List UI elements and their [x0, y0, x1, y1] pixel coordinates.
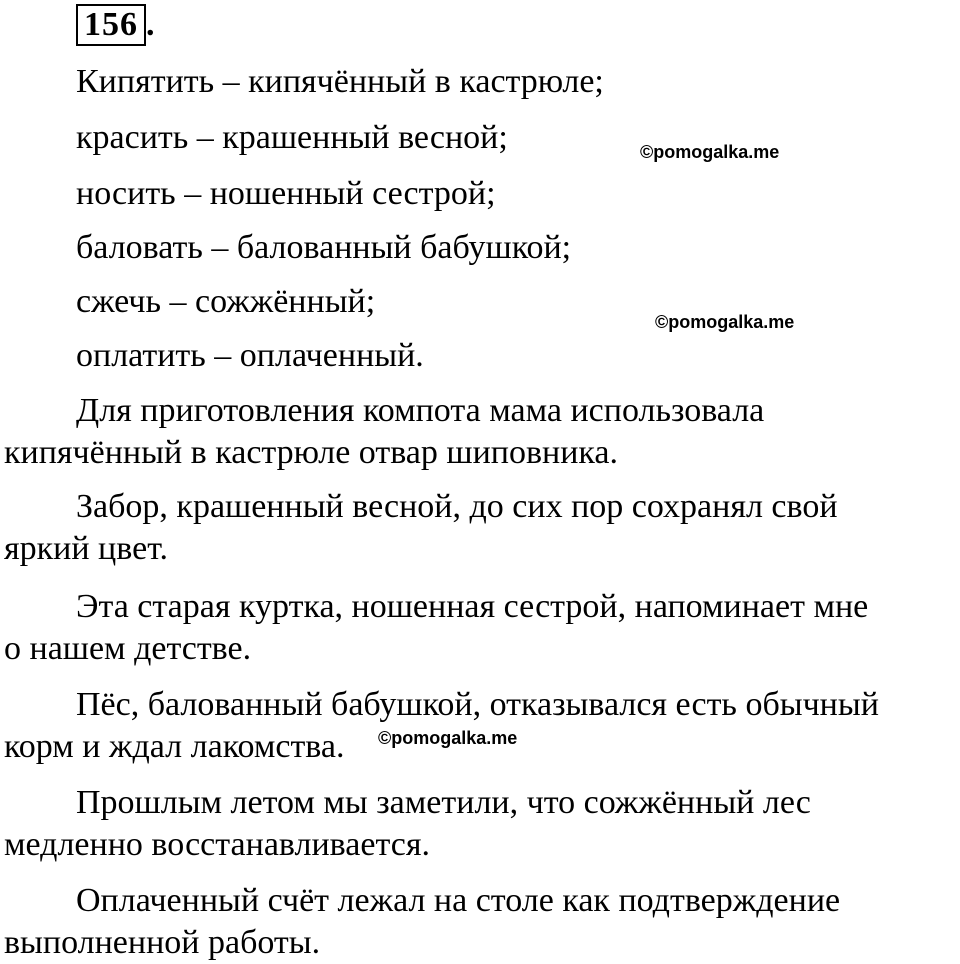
sentence-line: яркий цвет. — [4, 530, 168, 567]
sentence-paragraph — [4, 486, 960, 570]
task-number — [76, 4, 155, 44]
sentence-line: выполненной работы. — [4, 924, 321, 961]
sentence-line: о нашем детстве. — [4, 630, 252, 667]
word-pair-line: красить – крашенный весной; — [76, 119, 508, 156]
sentence-line: Забор, крашенный весной, до сих пор сохранял свой — [76, 488, 838, 525]
sentence-line: Эта старая куртка, ношенная сестрой, напоминает мне — [76, 588, 869, 625]
sentence-line: кипячённый в кастрюле отвар шиповника. — [4, 434, 619, 471]
word-pair-line: оплатить – оплаченный. — [76, 337, 424, 374]
sentence-line: Для приготовления компота мама использовала — [76, 392, 765, 429]
word-pair-line: носить – ношенный сестрой; — [76, 175, 496, 212]
sentence-paragraph — [4, 684, 960, 768]
watermark-text: ©pomogalka.me — [655, 312, 795, 332]
sentence-paragraph — [4, 880, 960, 964]
watermark-text: ©pomogalka.me — [640, 142, 780, 162]
sentence-paragraph — [4, 390, 960, 474]
sentence-paragraph — [4, 586, 960, 670]
word-pair-line: баловать – балованный бабушкой; — [76, 229, 572, 266]
word-pair-line: сжечь – сожжённый; — [76, 283, 376, 320]
sentence-line: Оплаченный счёт лежал на столе как подтверждение — [76, 882, 841, 919]
sentence-line: корм и ждал лакомства. — [4, 728, 345, 765]
watermark-text: ©pomogalka.me — [378, 728, 518, 748]
sentence-line: Пёс, балованный бабушкой, отказывался есть обычный — [76, 686, 879, 723]
sentence-paragraph — [4, 782, 960, 866]
sentence-line: медленно восстанавливается. — [4, 826, 430, 863]
task-number-box: 156 — [76, 4, 146, 46]
word-pair-line: Кипятить – кипячённый в кастрюле; — [76, 63, 604, 100]
sentence-line: Прошлым летом мы заметили, что сожжённый лес — [76, 784, 811, 821]
task-number-suffix: . — [146, 6, 155, 43]
